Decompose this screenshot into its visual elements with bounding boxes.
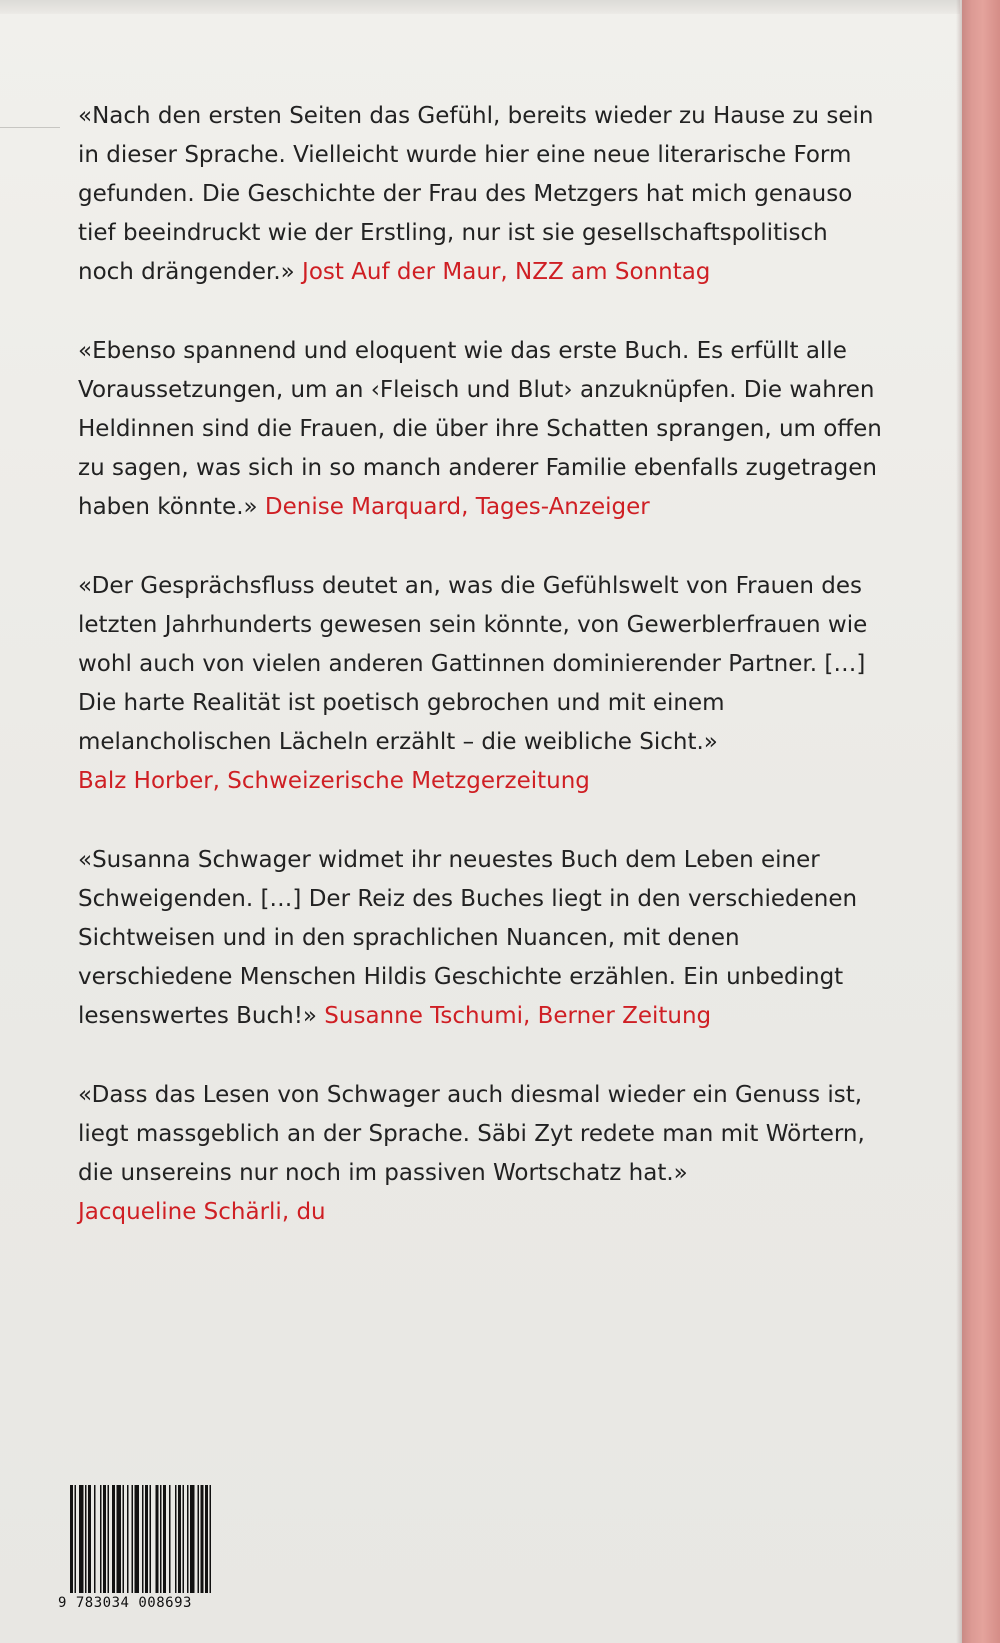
barcode-bar	[142, 1485, 144, 1593]
quote-source: Jost Auf der Maur, NZZ am Sonntag	[302, 259, 711, 285]
quote-source: Denise Marquard, Tages-Anzeiger	[264, 494, 650, 520]
quote-text: «Susanna Schwager widmet ihr neuestes Buch dem Leben einer Schweigenden. […] Der Reiz des Buches liegt in den verschiedenen Sichtweisen und in den sprachlichen Nuancen, mit denen verschiedene Menschen Hildis Geschichte erzählen. Ein unbedingt lesenswertes Buch!»	[78, 847, 858, 1029]
quote-text: «Ebenso spannend und eloquent wie das erste Buch. Es erfüllt alle Voraussetzungen, um an ‹Fleisch und Blut› anzuknüpfen. Die wahren Heldinnen sind die Frauen, die über ihre Schatten sprangen, um offen zu sagen, was sich in so manch anderer Familie ebenfalls zugetragen haben könnte.»	[78, 338, 882, 520]
review-quote-4	[78, 841, 888, 1036]
barcode-bar	[160, 1485, 162, 1593]
barcode-bar	[190, 1485, 195, 1593]
barcode-bar	[100, 1485, 102, 1593]
barcode-bar	[108, 1485, 110, 1593]
quote-source: Jacqueline Schärli, du	[78, 1199, 326, 1225]
isbn-barcode	[58, 1485, 258, 1620]
barcode-bar	[198, 1485, 200, 1593]
edge-mark	[0, 127, 60, 128]
barcode-bar	[70, 1485, 73, 1593]
barcode-bar	[201, 1485, 204, 1593]
barcode-bar	[169, 1485, 171, 1593]
quote-source: Susanne Tschumi, Berner Zeitung	[324, 1003, 712, 1029]
barcode-bar	[132, 1485, 134, 1593]
barcode-bar	[85, 1485, 87, 1593]
book-spine	[962, 0, 1000, 1643]
barcode-bar	[163, 1485, 166, 1593]
barcode-bar	[187, 1485, 189, 1593]
quote-source: Balz Horber, Schweizerische Metzgerzeitung	[78, 768, 590, 794]
barcode-digits: 9 783034 008693	[58, 1595, 192, 1611]
barcode-bar	[205, 1485, 208, 1593]
quote-text: «Der Gesprächsfluss deutet an, was die Gefühlswelt von Frauen des letzten Jahrhunderts gewesen sein könnte, von Gewerblerfrauen wie wohl auch von vielen anderen Gattinnen dominierender Partner. […] Die harte Realität ist poetisch gebrochen und mit einem melancholischen Lächeln erzählt – die weibliche Sicht.»	[78, 573, 868, 755]
review-quote-5	[78, 1076, 888, 1232]
barcode-bar	[178, 1485, 181, 1593]
barcode-bar	[112, 1485, 115, 1593]
barcode-bar	[150, 1485, 152, 1593]
review-quote-1	[78, 97, 888, 292]
barcode-bar	[127, 1485, 129, 1593]
quote-text: «Nach den ersten Seiten das Gefühl, bereits wieder zu Hause zu sein in dieser Sprache. Vielleicht wurde hier eine neue literarische Form gefunden. Die Geschichte der Frau des Metzgers hat mich genauso tief beeindruckt wie der Erstling, nur ist sie gesellschaftspolitisch noch drängender.»	[78, 103, 874, 285]
barcode-bar	[94, 1485, 96, 1593]
barcode-bar	[123, 1485, 125, 1593]
barcode-bar	[183, 1485, 185, 1593]
barcode-bar	[88, 1485, 91, 1593]
barcode-bar	[175, 1485, 177, 1593]
barcode-bar	[79, 1485, 84, 1593]
barcode-bar	[135, 1485, 140, 1593]
review-quote-2	[78, 332, 888, 527]
review-quotes	[78, 97, 888, 1272]
review-quote-3	[78, 567, 888, 801]
barcode-bar	[75, 1485, 77, 1593]
barcode-bar	[156, 1485, 159, 1593]
barcode-bar	[103, 1485, 106, 1593]
barcode-bar	[117, 1485, 122, 1593]
barcode-bar	[210, 1485, 212, 1593]
barcode-bar	[145, 1485, 148, 1593]
quote-text: «Dass das Lesen von Schwager auch diesmal wieder ein Genuss ist, liegt massgeblich an der Sprache. Säbi Zyt redete man mit Wörtern, die unsereins nur noch im passiven Wortschatz hat.»	[78, 1082, 865, 1186]
cover-top-edge	[0, 0, 960, 14]
barcode-bars	[58, 1485, 258, 1593]
